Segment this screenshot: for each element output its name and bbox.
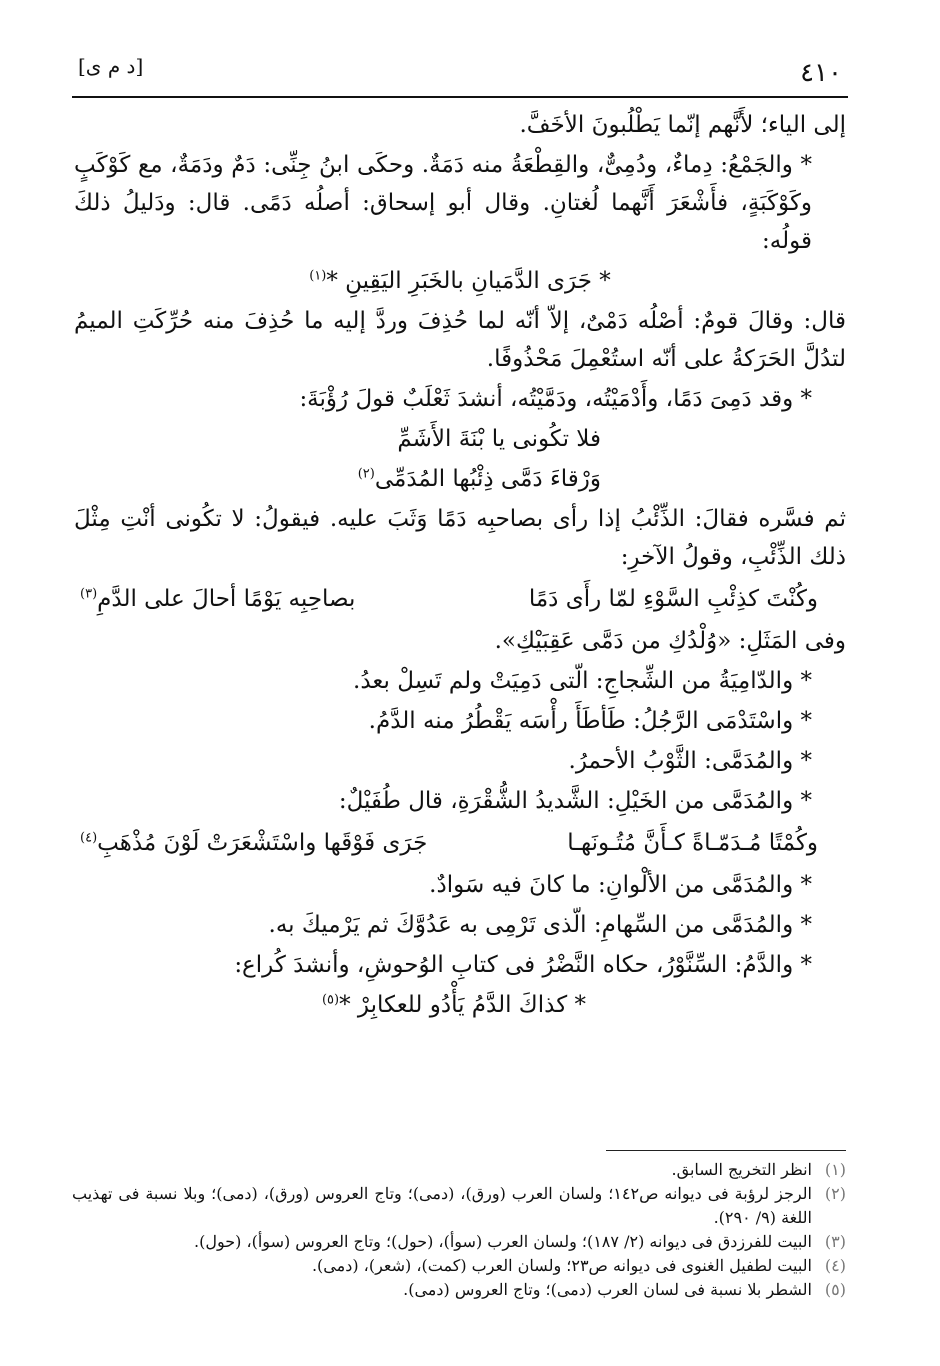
entry-marker: * xyxy=(800,748,812,774)
paragraph-3: قال: وقالَ قومٌ: أصْلُه دَمْىٌ، إلاّ أنّه لما حُذِفَ وردَّ إليه ما حُذِفَ منه حُرِّكَتِ الميمُ لتدُلَّ الحَرَكةُ على أنّه استُعْمِلَ مَحْذُوفًا. xyxy=(74,308,846,372)
footnote-text: الشطر بلا نسبة فى لسان العرب (دمى)؛ وتاج العروس (دمى). xyxy=(403,1280,812,1299)
entry-marker: * xyxy=(800,708,812,734)
main-text xyxy=(74,106,846,1026)
footnotes xyxy=(72,1158,846,1302)
footnote-5 xyxy=(72,1278,846,1302)
footnote-text: الرجز لرؤبة فى ديوانه ص١٤٢؛ ولسان العرب (ورق)، (دمى)؛ وتاج العروس (ورق)، (دمى)؛ وبلا نسبة فى تهذيب اللغة (٩/ ٢٩٠). xyxy=(72,1184,812,1227)
paragraph-4: * وقد دَمِىَ دَمًا، وأَدْمَيْتُه، ودَمَّيْتُه، أنشدَ ثَعْلَبٌ قولَ رُؤْبَةَ: xyxy=(299,386,812,412)
footnote-2 xyxy=(72,1182,846,1230)
page-header xyxy=(72,48,848,98)
couplet-2-second-hemistich: جَرَى فَوْقَها واسْتَشْعَرَتْ لَوْنَ مُذْهَبِ$^{(٤)}$ xyxy=(80,830,428,856)
entry-marker: * xyxy=(800,952,812,978)
footnote-number: (١) xyxy=(824,1160,846,1179)
footnote-4 xyxy=(72,1254,846,1278)
couplet-2-first-hemistich: وكُمْتًا مُـدَمّـاةً كـأَنَّ مُتُـونَهـا xyxy=(567,830,818,856)
entry-marker: * xyxy=(800,872,812,898)
paragraph-8: * واسْتَدْمَى الرَّجُلُ: طَأطَأَ رأْسَه يَقْطُرُ منه الدَّمُ. xyxy=(368,708,812,734)
paragraph-1: إلى الياء؛ لأَنَّهم إنّما يَطْلُبونَ الأخَفَّ. xyxy=(519,112,846,138)
entry-marker: * xyxy=(800,386,812,412)
paragraph-11: * والمُدَمَّى من الألْوانِ: ما كانَ فيه سَوادٌ. xyxy=(429,872,812,898)
entry-marker: * xyxy=(800,788,812,814)
couplet-1 xyxy=(74,580,846,618)
footnote-ref-2: (٢) xyxy=(357,466,375,482)
entry-marker: * xyxy=(800,668,812,694)
couplet-1-second-hemistich: بصاحِبِه يَوْمًا أحالَ على الدَّمِ$^{(٣)}$ xyxy=(80,586,356,612)
paragraph-5: ثم فسَّره فقالَ: الذِّئْبُ إذا رأى بصاحبِه دَمًا وَثَبَ عليه. فيقولُ: لا تكُونى أنْتِ مِثْلَ ذلك الذِّئْبِ، وقولُ الآخرِ: xyxy=(74,506,846,570)
footnote-number: (٢) xyxy=(824,1184,846,1203)
verse-end: * كذاكَ الدَّمُ يَأْدُو للعكابِرْ *$^{(٥)}$ xyxy=(321,992,586,1018)
footnote-ref-4: (٤) xyxy=(80,830,98,846)
footnote-number: (٤) xyxy=(824,1256,846,1275)
paragraph-7: * والدّامِيَةُ من الشِّجاجِ: الّتى دَمِيَتْ ولم تَسِلْ بعدُ. xyxy=(353,668,812,694)
paragraph-13: * والدَّمُ: السِّنَّوْرُ، حكاه النَّضْرُ فى كتابِ الوُحوشِ، وأنشدَ كُراع: xyxy=(234,952,812,978)
paragraph-2: * والجَمْعُ: دِماءٌ، ودُمِىٌّ، والقِطْعَةُ منه دَمَةٌ. وحكَى ابنُ جِنِّى: دَمٌ ودَمَةٌ، مع كَوْكَبٍ وكَوْكَبَةٍ، فأَشْعَرَ أَنَّهما لُغتانِ. وقال أبو إسحاق: أصلُه دَمًى. قال: ودَليلُ ذلكَ قولُه: xyxy=(74,152,813,254)
footnote-3 xyxy=(72,1230,846,1254)
footnote-ref-3: (٣) xyxy=(80,586,98,602)
footnote-number: (٥) xyxy=(824,1280,846,1299)
poem-1-line-2: وَرْقاءَ دَمَّى ذِئْبُها المُدَمِّى$^{(٢)}$ xyxy=(357,466,601,492)
footnote-number: (٣) xyxy=(824,1232,846,1251)
paragraph-9: * والمُدَمَّى: الثَّوْبُ الأحمرُ. xyxy=(568,748,812,774)
entry-marker: * xyxy=(800,912,812,938)
footnote-separator xyxy=(606,1150,846,1151)
paragraph-12: * والمُدَمَّى من السِّهامِ: الّذى تَرْمِى به عَدُوَّكَ ثم يَرْميكَ به. xyxy=(268,912,812,938)
footnote-text: البيت لطفيل الغنوى فى ديوانه ص٢٣؛ ولسان العرب (كمت)، (شعر)، (دمى). xyxy=(311,1256,812,1275)
verse-1: * جَرَى الدَّمَيانِ بالخَبَرِ اليَقِينِ *$^{(١)}$ xyxy=(309,268,611,294)
footnote-1 xyxy=(72,1158,846,1182)
root-label: [د م ى] xyxy=(78,54,144,78)
page-number: ٤١٠ xyxy=(800,58,842,88)
paragraph-10: * والمُدَمَّى من الخَيْلِ: الشَّديدُ الشُّقْرَةِ، قال طُفَيْلٌ: xyxy=(338,788,812,814)
poem-1-line-1: فلا تكُونى يا بْنَةَ الأَشَمِّ xyxy=(397,426,601,452)
couplet-2 xyxy=(74,824,846,862)
couplet-1-first-hemistich: وكُنْتَ كذِئْبِ السَّوْءِ لمّا رأَى دَمًا xyxy=(528,586,818,612)
paragraph-6: وفى المَثَلِ: «وُلْدُكِ من دَمَّى عَقِبَيْكِ». xyxy=(494,628,846,654)
footnote-text: البيت للفرزدق فى ديوانه (٢/ ١٨٧)؛ ولسان العرب (سوأ)، (حول)؛ وتاج العروس (سوأ)، (حول). xyxy=(194,1232,812,1251)
footnote-ref-5: (٥) xyxy=(321,992,340,1008)
footnote-text: انظر التخريج السابق. xyxy=(671,1160,812,1179)
entry-marker: * xyxy=(800,152,813,178)
footnote-ref-1: (١) xyxy=(309,268,327,284)
